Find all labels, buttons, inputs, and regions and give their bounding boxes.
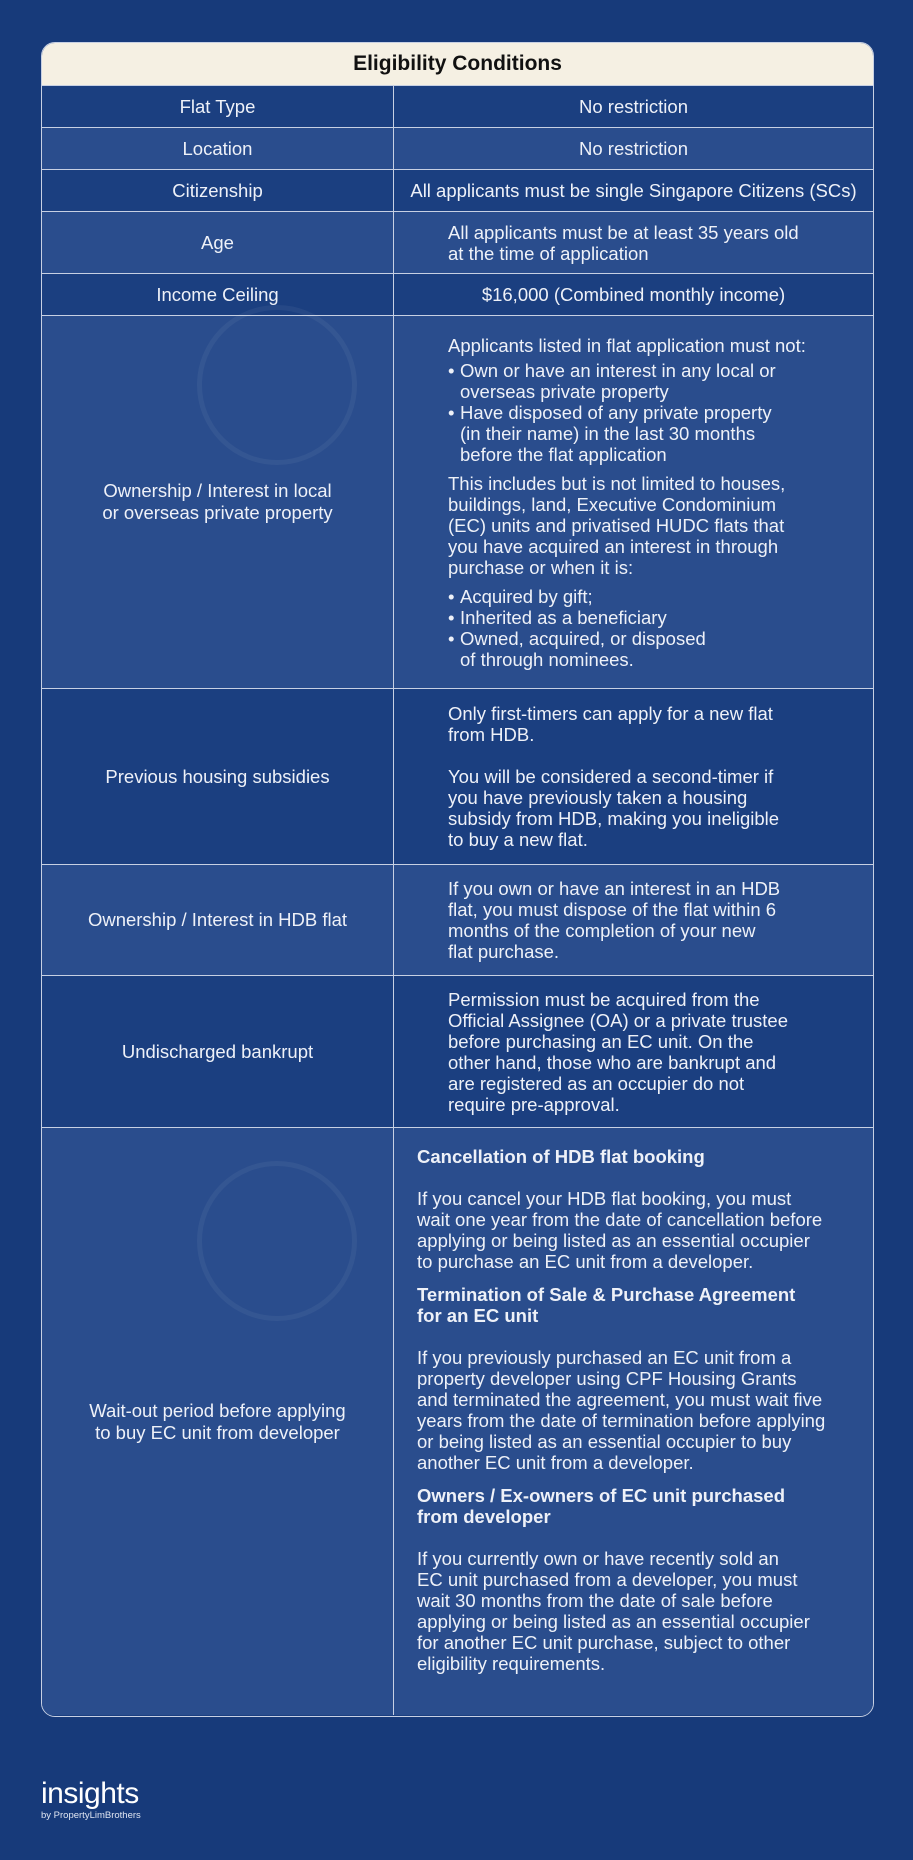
row-value: All applicants must be single Singapore Citizens (SCs) xyxy=(410,180,857,201)
row-label: Previous housing subsidies xyxy=(42,689,394,864)
scope-text: This includes but is not limited to houses, buildings, land, Executive Condominium (EC) units and privatised HUDC flats that you have acquired an interest in through purchase or when it is: xyxy=(448,472,786,578)
section-heading: Termination of Sale & Purchase Agreement for an EC unit xyxy=(417,1284,796,1326)
eligibility-table xyxy=(41,42,874,1717)
row-label: Age xyxy=(42,212,394,273)
brand-logo xyxy=(41,1778,141,1822)
row-value: No restriction xyxy=(579,96,688,117)
table-row-citizenship xyxy=(42,170,873,212)
list-item: • Owned, acquired, or disposed of through nominees. xyxy=(448,628,853,670)
row-label: Location xyxy=(42,128,394,169)
restriction-list xyxy=(448,360,853,465)
row-label: Ownership / Interest in HDB flat xyxy=(42,865,394,975)
row-value: All applicants must be at least 35 years old at the time of application xyxy=(448,221,799,264)
table-row-private-property xyxy=(42,316,873,689)
row-label: Wait-out period before applying to buy EC unit from developer xyxy=(42,1128,394,1715)
table-row-income-ceiling xyxy=(42,274,873,316)
acquisition-list xyxy=(448,586,853,670)
brand-name: insights xyxy=(41,1777,139,1810)
list-item: • Inherited as a beneficiary xyxy=(448,607,853,628)
paragraph: If you cancel your HDB flat booking, you must wait one year from the date of cancellation before applying or being listed as an essential occupier to purchase an EC unit from a developer. xyxy=(417,1188,823,1272)
list-item: • Have disposed of any private property (in their name) in the last 30 months before the flat application xyxy=(448,402,853,465)
paragraph: You will be considered a second-timer if you have previously taken a housing subsidy from HDB, making you ineligible to buy a new flat. xyxy=(448,766,780,850)
row-value xyxy=(394,316,873,688)
row-label: Undischarged bankrupt xyxy=(42,976,394,1127)
row-label: Ownership / Interest in local or overseas private property xyxy=(42,316,394,688)
intro-text: Applicants listed in flat application must not: xyxy=(448,334,806,356)
table-row-housing-subsidies xyxy=(42,689,873,865)
section-heading: Owners / Ex-owners of EC unit purchased from developer xyxy=(417,1485,786,1527)
row-label: Citizenship xyxy=(42,170,394,211)
brand-byline: by PropertyLimBrothers xyxy=(41,1810,141,1821)
section-heading: Cancellation of HDB flat booking xyxy=(417,1146,705,1167)
row-label: Flat Type xyxy=(42,86,394,127)
paragraph: Only first-timers can apply for a new flat from HDB. xyxy=(448,703,773,745)
table-row-hdb-flat xyxy=(42,865,873,976)
table-row-bankrupt xyxy=(42,976,873,1128)
row-value: Permission must be acquired from the Official Assignee (OA) or a private trustee before purchasing an EC unit. On the other hand, those who are bankrupt and are registered as an occupier do not require pre-approval. xyxy=(448,988,789,1115)
row-value: $16,000 (Combined monthly income) xyxy=(481,284,786,305)
list-item: • Own or have an interest in any local or overseas private property xyxy=(448,360,853,402)
list-item: • Acquired by gift; xyxy=(448,586,853,607)
table-row-location xyxy=(42,128,873,170)
paragraph: If you currently own or have recently sold an EC unit purchased from a developer, you must wait 30 months from the date of sale before applying or being listed as an essential occupier for another EC unit purchase, subject to other eligibility requirements. xyxy=(417,1548,810,1674)
paragraph: If you previously purchased an EC unit from a property developer using CPF Housing Grants and terminated the agreement, you must wait five years from the date of termination before applying or being listed as an essential occupier to buy another EC unit from a developer. xyxy=(417,1347,826,1473)
row-value xyxy=(394,689,873,864)
table-row-wait-out-period xyxy=(42,1128,873,1715)
row-value: If you own or have an interest in an HDB flat, you must dispose of the flat within 6 months of the completion of your new flat purchase. xyxy=(448,878,781,962)
table-row-age xyxy=(42,212,873,274)
table-title: Eligibility Conditions xyxy=(42,43,873,86)
row-value: No restriction xyxy=(579,138,688,159)
row-value xyxy=(394,1128,873,1715)
table-row-flat-type xyxy=(42,86,873,128)
row-label: Income Ceiling xyxy=(42,274,394,315)
